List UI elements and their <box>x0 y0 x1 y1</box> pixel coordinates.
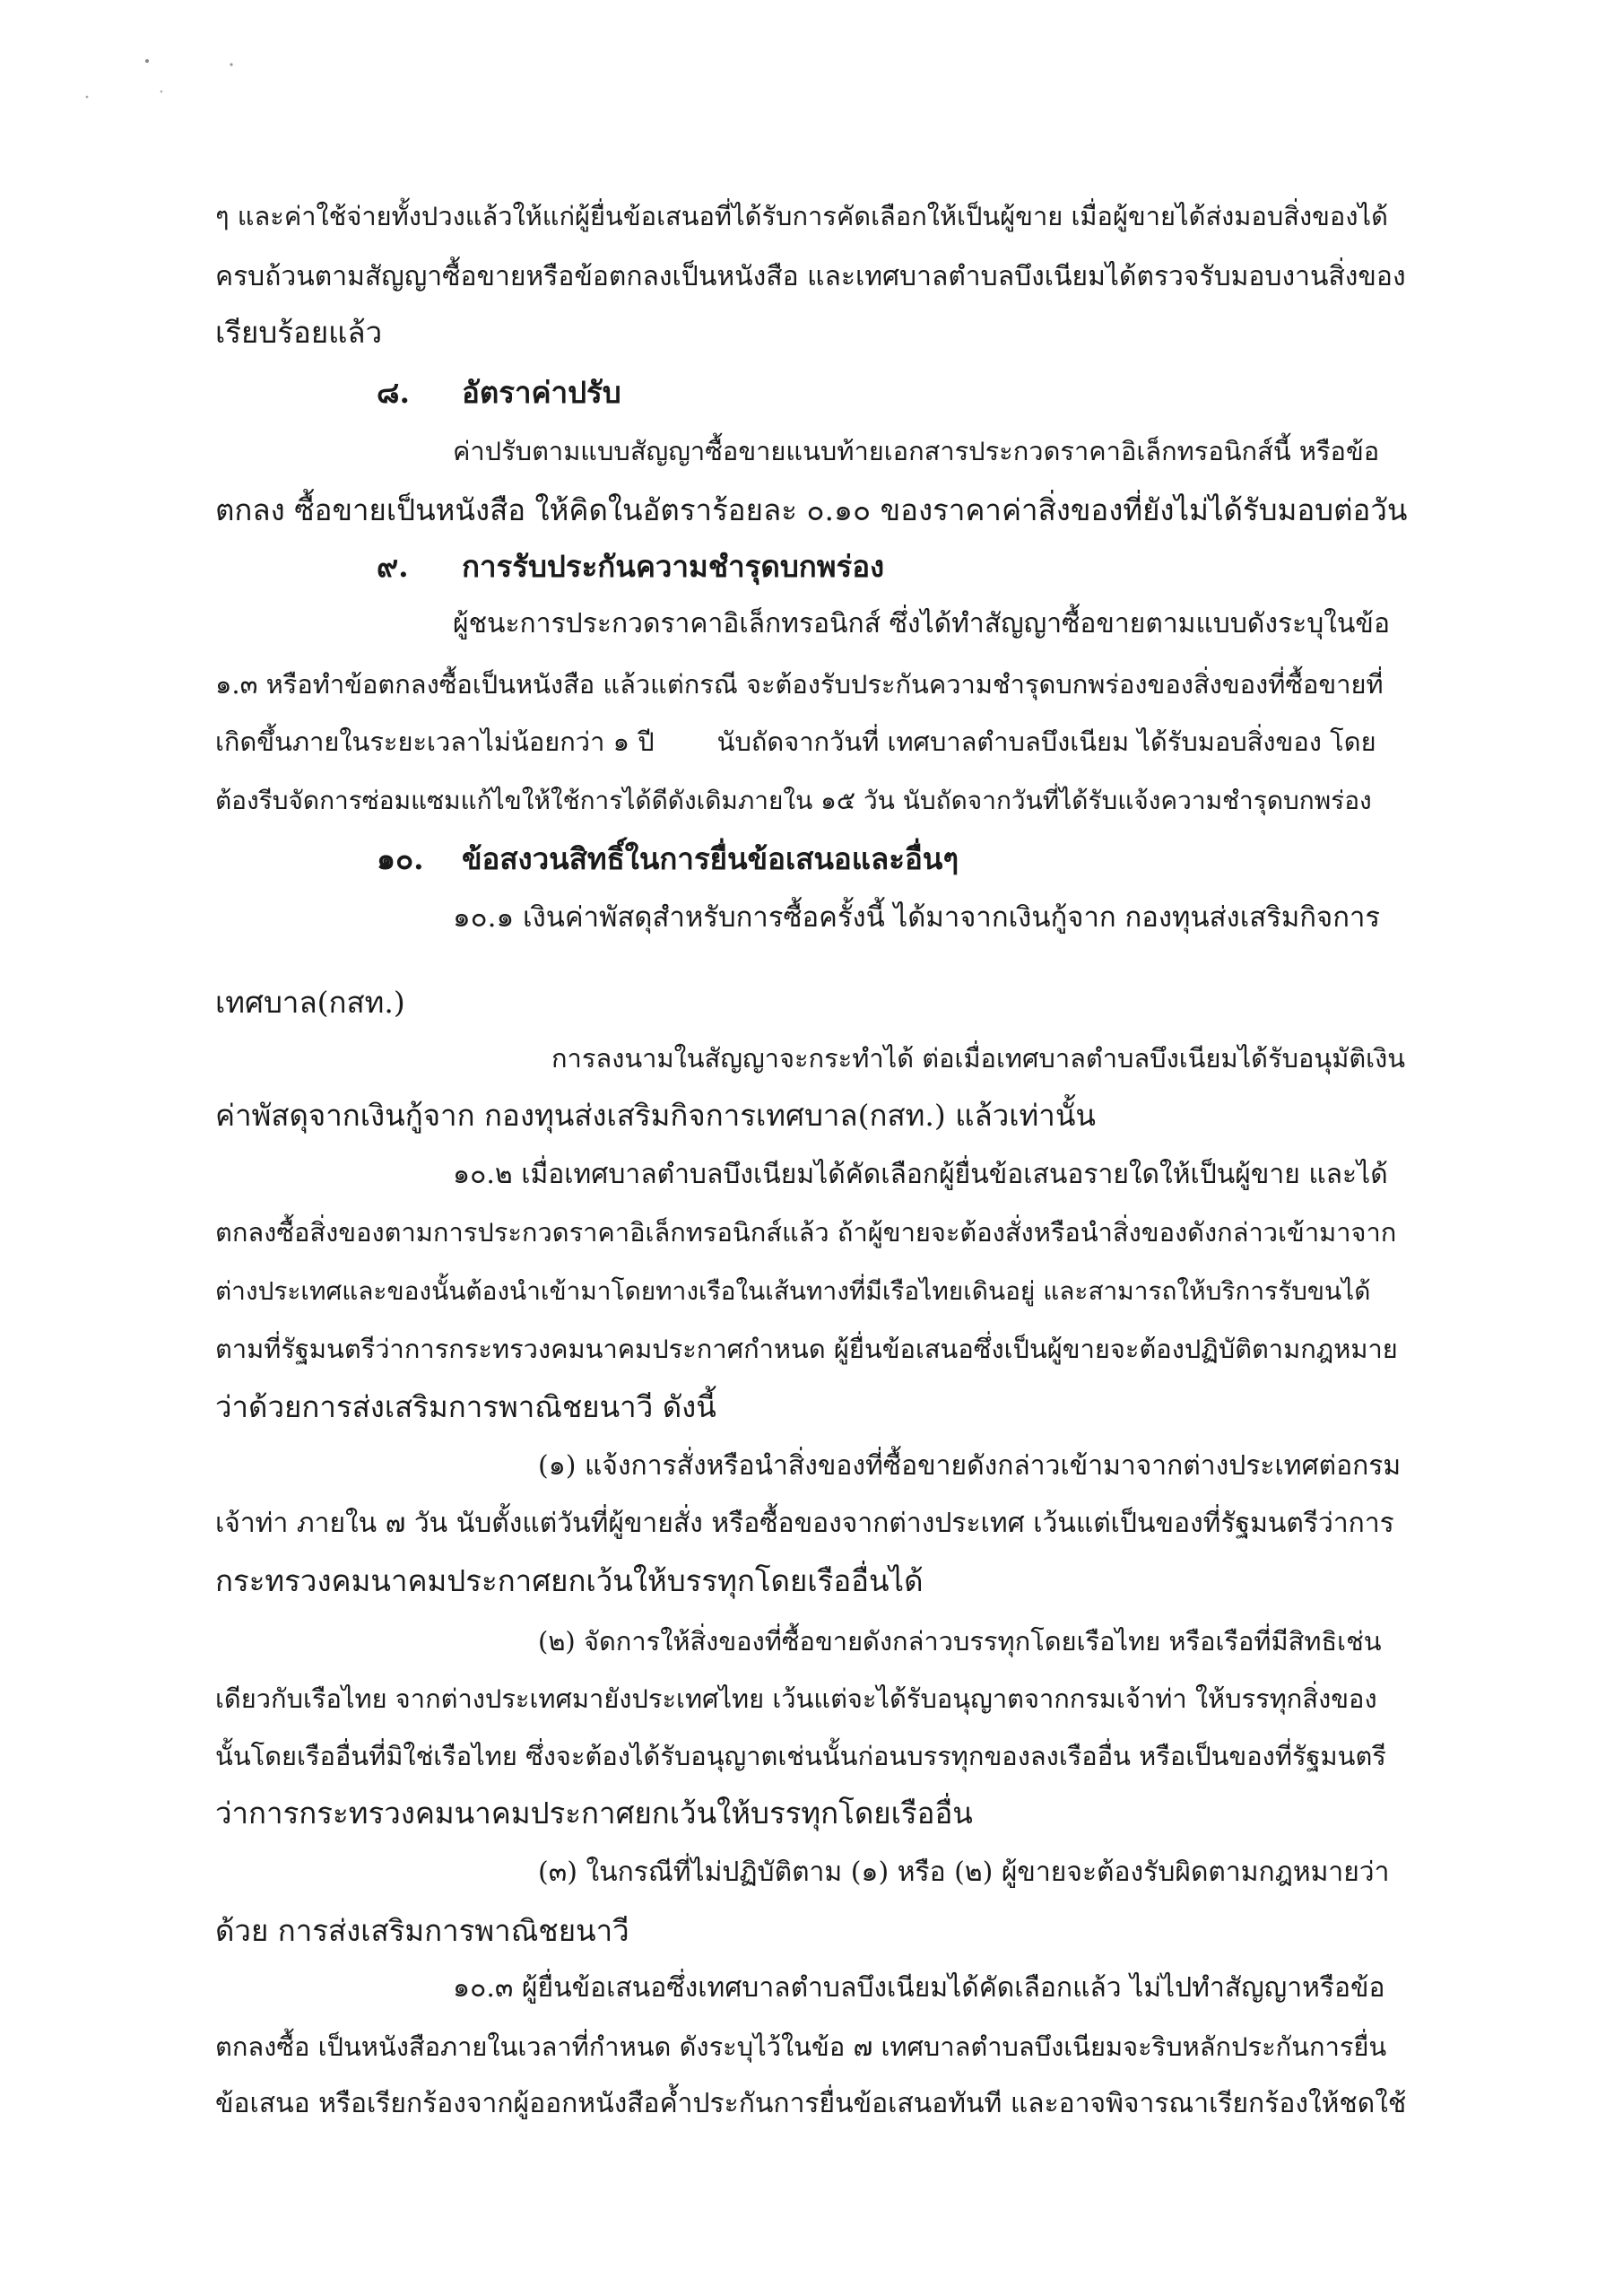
text-line: ข้อเสนอ หรือเรียกร้องจากผู้ออกหนังสือค้ำประกันการยื่นข้อเสนอทันที และอาจพิจารณาเรียกร้องให้ชดใช้ <box>215 2088 1407 2119</box>
text-line <box>215 717 1376 767</box>
text-line: ว่าด้วยการส่งเสริมการพาณิชยนาวี ดังนี้ <box>215 1389 716 1424</box>
text-line: เจ้าท่า ภายใน ๗ วัน นับตั้งแต่วันที่ผู้ขายสั่ง หรือซื้อของจากต่างประเทศ เว้นแต่เป็นของที่รัฐมนตรีว่าการ <box>215 1508 1394 1539</box>
section-title: อัตราค่าปรับ <box>462 375 621 410</box>
section-title: การรับประกันความชำรุดบกพร่อง <box>462 549 885 584</box>
text-line: ๆ และค่าใช้จ่ายทั้งปวงแล้วให้แก่ผู้ยื่นข้อเสนอที่ได้รับการคัดเลือกให้เป็นผู้ขาย เมื่อผู้ขายได้ส่งมอบสิ่งของได้ <box>215 201 1388 231</box>
text-line: ตกลงซื้อสิ่งของตามการประกวดราคาอิเล็กทรอนิกส์แล้ว ถ้าผู้ขายจะต้องสั่งหรือนำสิ่งของดังกล่าวเข้ามาจาก <box>215 1217 1397 1248</box>
text-line: ๑๐.๒ เมื่อเทศบาลตำบลบึงเนียมได้คัดเลือกผู้ยื่นข้อเสนอรายใดให้เป็นผู้ขาย และได้ <box>453 1159 1388 1190</box>
text-line: (๑) แจ้งการสั่งหรือนำสิ่งของที่ซื้อขายดังกล่าวเข้ามาจากต่างประเทศต่อกรม <box>538 1450 1402 1482</box>
text-line: ตามที่รัฐมนตรีว่าการกระทรวงคมนาคมประกาศกำหนด ผู้ยื่นข้อเสนอซึ่งเป็นผู้ขายจะต้องปฏิบัติตามกฎหมาย <box>215 1334 1398 1364</box>
text-line: เรียบร้อยแล้ว <box>215 315 383 350</box>
text-line: ครบถ้วนตามสัญญาซื้อขายหรือข้อตกลงเป็นหนังสือ และเทศบาลตำบลบึงเนียมได้ตรวจรับมอบงานสิ่งของ <box>215 261 1406 292</box>
section-number: ๑๐. <box>377 841 424 876</box>
text-segment: นับถัดจากวันที่ เทศบาลตำบลบึงเนียม ได้รับมอบสิ่งของ โดย <box>716 726 1376 757</box>
text-line: ตกลง ซื้อขายเป็นหนังสือ ให้คิดในอัตราร้อยละ ๐.๑๐ ของราคาค่าสิ่งของที่ยังไม่ได้รับมอบต่อวัน <box>215 492 1408 527</box>
text-line: เดียวกับเรือไทย จากต่างประเทศมายังประเทศไทย เว้นแต่จะได้รับอนุญาตจากกรมเจ้าท่า ให้บรรทุกสิ่งของ <box>215 1683 1377 1714</box>
scan-specks <box>0 0 269 135</box>
text-line: ตกลงซื้อ เป็นหนังสือภายในเวลาที่กำหนด ดังระบุไว้ในข้อ ๗ เทศบาลตำบลบึงเนียมจะริบหลักประกันการยื่น <box>215 2031 1387 2062</box>
text-line: ว่าการกระทรวงคมนาคมประกาศยกเว้นให้บรรทุกโดยเรืออื่น <box>215 1796 973 1831</box>
text-segment: เกิดขึ้นภายในระยะเวลาไม่น้อยกว่า ๑ ปี <box>215 726 655 757</box>
text-line: กระทรวงคมนาคมประกาศยกเว้นให้บรรทุกโดยเรืออื่นได้ <box>215 1563 924 1598</box>
text-line: (๒) จัดการให้สิ่งของที่ซื้อขายดังกล่าวบรรทุกโดยเรือไทย หรือเรือที่มีสิทธิเช่น <box>538 1626 1382 1657</box>
section-heading-10 <box>377 834 959 884</box>
text-line: ต้องรีบจัดการซ่อมแซมแก้ไขให้ใช้การได้ดีดังเดิมภายใน ๑๕ วัน นับถัดจากวันที่ได้รับแจ้งความชำรุดบกพร่อง <box>215 786 1372 815</box>
section-heading-9 <box>377 542 884 592</box>
text-line: ต่างประเทศและของนั้นต้องนำเข้ามาโดยทางเรือในเส้นทางที่มีเรือไทยเดินอยู่ และสามารถให้บริการรับขนได้ <box>215 1276 1371 1306</box>
text-line: ผู้ชนะการประกวดราคาอิเล็กทรอนิกส์ ซึ่งได้ทำสัญญาซื้อขายตามแบบดังระบุในข้อ <box>453 608 1390 639</box>
text-line: ๑.๓ หรือทำข้อตกลงซื้อเป็นหนังสือ แล้วแต่กรณี จะต้องรับประกันความชำรุดบกพร่องของสิ่งของที่ซื้อขายที่ <box>215 669 1384 700</box>
text-line: ค่าพัสดุจากเงินกู้จาก กองทุนส่งเสริมกิจการเทศบาล(กสท.) แล้วเท่านั้น <box>215 1098 1096 1133</box>
text-line: ด้วย การส่งเสริมการพาณิชยนาวี <box>215 1913 629 1948</box>
text-line: ค่าปรับตามแบบสัญญาซื้อขายแนบท้ายเอกสารประกวดราคาอิเล็กทรอนิกส์นี้ หรือข้อ <box>453 436 1380 466</box>
section-heading-8 <box>377 368 621 418</box>
section-title: ข้อสงวนสิทธิ์ในการยื่นข้อเสนอและอื่นๆ <box>462 841 959 876</box>
section-number: ๙. <box>377 549 409 584</box>
text-line: นั้นโดยเรืออื่นที่มิใช่เรือไทย ซึ่งจะต้องได้รับอนุญาตเช่นนั้นก่อนบรรทุกของลงเรืออื่น หรือเป็นของที่รัฐมนตรี <box>215 1741 1386 1771</box>
text-line: ๑๐.๑ เงินค่าพัสดุสำหรับการซื้อครั้งนี้ ได้มาจากเงินกู้จาก กองทุนส่งเสริมกิจการ <box>453 901 1381 934</box>
text-line: (๓) ในกรณีที่ไม่ปฏิบัติตาม (๑) หรือ (๒) ผู้ขายจะต้องรับผิดตามกฎหมายว่า <box>538 1857 1390 1888</box>
text-line: ๑๐.๓ ผู้ยื่นข้อเสนอซึ่งเทศบาลตำบลบึงเนียมได้คัดเลือกแล้ว ไม่ไปทำสัญญาหรือข้อ <box>453 1972 1385 2004</box>
text-line: เทศบาล(กสท.) <box>215 985 405 1020</box>
text-line: การลงนามในสัญญาจะกระทำได้ ต่อเมื่อเทศบาลตำบลบึงเนียมได้รับอนุมัติเงิน <box>551 1043 1406 1074</box>
section-number: ๘. <box>377 375 410 410</box>
